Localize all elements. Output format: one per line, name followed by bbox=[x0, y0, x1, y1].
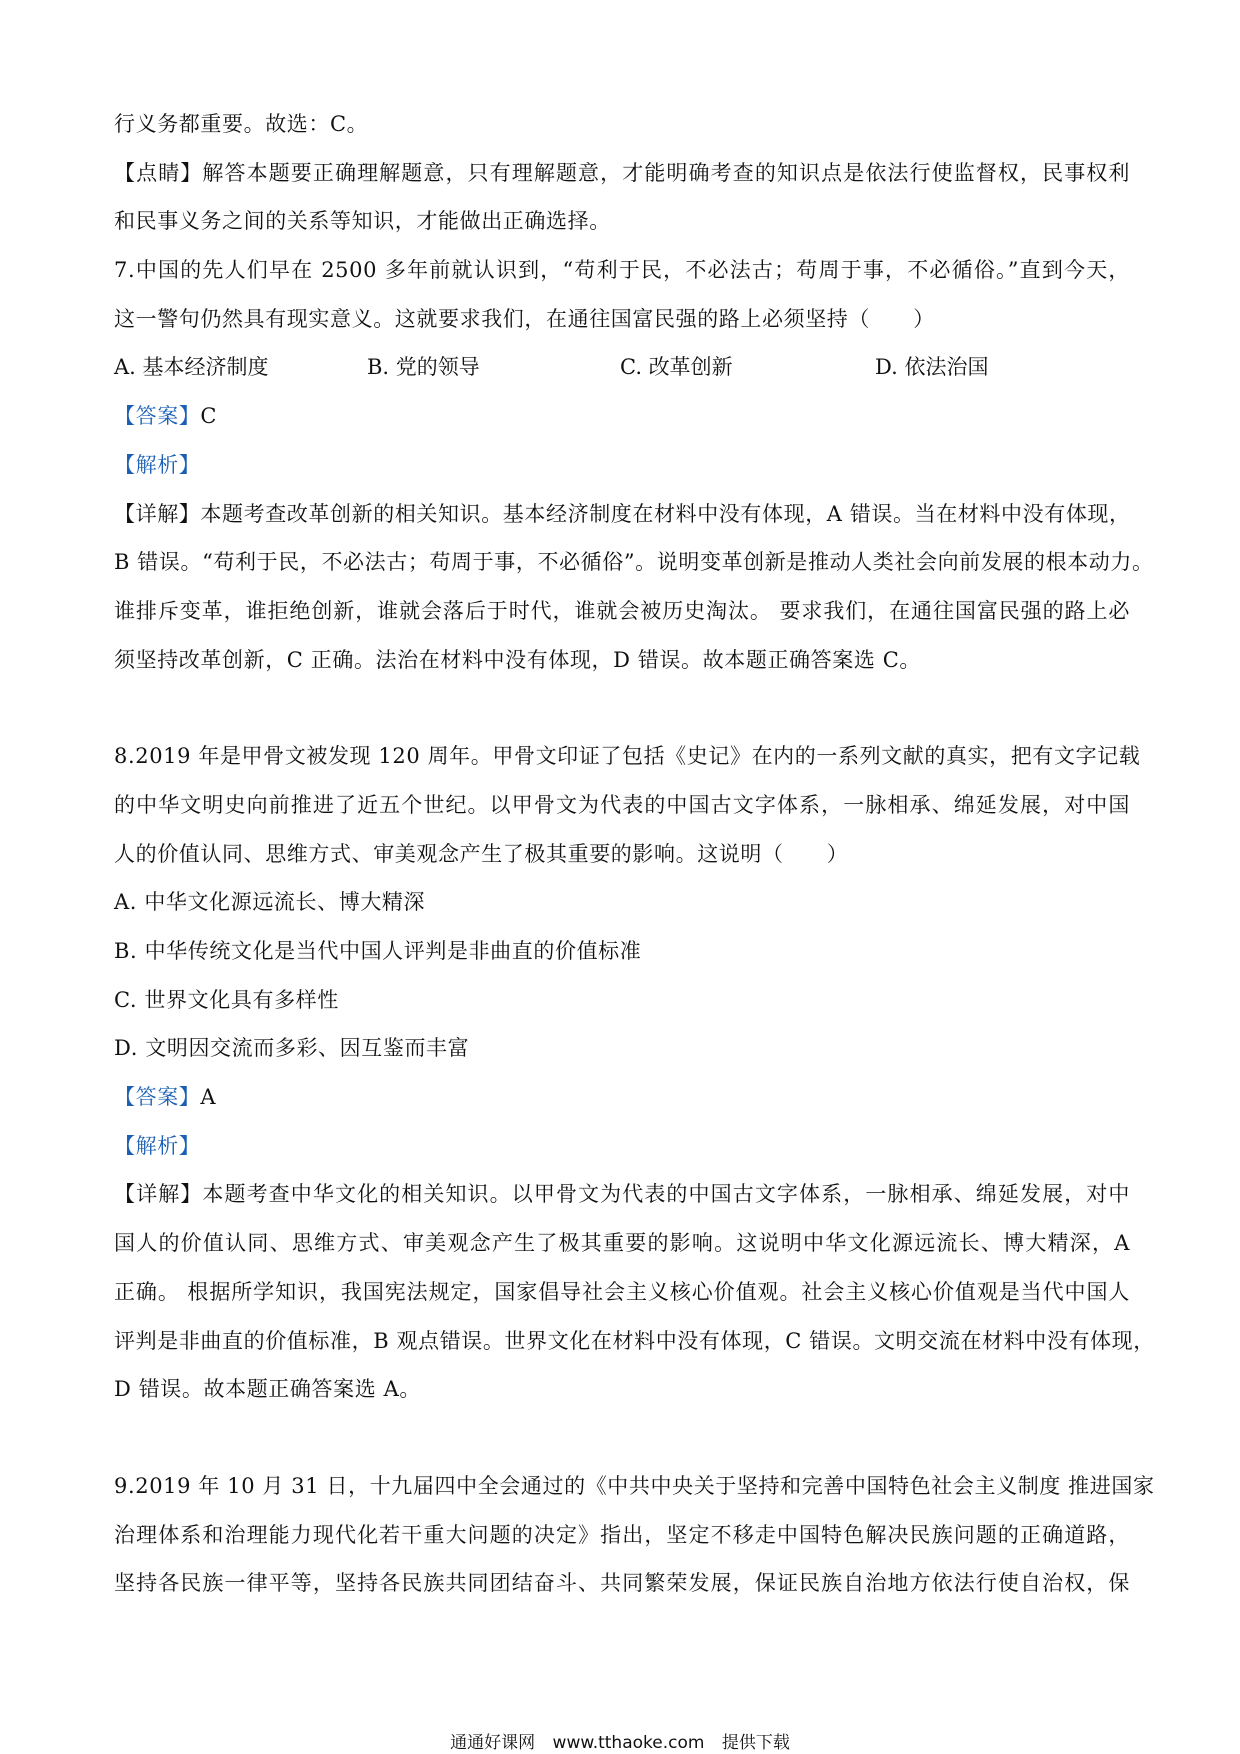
analysis-line bbox=[114, 441, 1130, 490]
question-7-stem: 这一警句仍然具有现实意义。这就要求我们，在通往国富民强的路上必须坚持（ ） bbox=[114, 306, 935, 331]
option-d: D. 依法治国 bbox=[875, 355, 989, 380]
detail-line: 【详解】本题考查改革创新的相关知识。基本经济制度在材料中没有体现，A 错误。当在材料中没有体现， bbox=[114, 501, 1131, 526]
text-line: 【点睛】解答本题要正确理解题意，只有理解题意，才能明确考查的知识点是依法行使监督权，民事权利 bbox=[114, 160, 1130, 185]
page-footer bbox=[0, 1728, 1240, 1753]
text-line: 和民事义务之间的关系等知识，才能做出正确选择。 bbox=[114, 209, 611, 234]
answer-tag: 【答案】 bbox=[114, 404, 201, 429]
analysis-line bbox=[114, 1122, 1130, 1171]
detail-line: 须坚持改革创新，C 正确。法治在材料中没有体现，D 错误。故本题正确答案选 C。 bbox=[114, 647, 921, 672]
option-d: D. 文明因交流而多彩、因互鉴而丰富 bbox=[114, 1036, 470, 1061]
footer-url[interactable]: www.tthaoke.com bbox=[552, 1733, 705, 1753]
text-line: 行义务都重要。故选：C。 bbox=[114, 112, 369, 136]
paragraph-gap bbox=[114, 1414, 1130, 1462]
footer-note: 提供下载 bbox=[721, 1733, 790, 1753]
answer-value: A bbox=[200, 1085, 217, 1110]
question-9-stem: 坚持各民族一律平等，坚持各民族共同团结奋斗、共同繁荣发展，保证民族自治地方依法行使自治权，保 bbox=[114, 1571, 1130, 1596]
detail-line: 【详解】本题考查中华文化的相关知识。以甲骨文为代表的中国古文字体系，一脉相承、绵延发展，对中 bbox=[114, 1182, 1130, 1207]
detail-line: D 错误。故本题正确答案选 A。 bbox=[114, 1377, 421, 1402]
detail-line: 谁排斥变革，谁拒绝创新，谁就会落后于时代，谁就会被历史淘汰。 要求我们，在通往国富民强的路上必 bbox=[114, 598, 1130, 623]
answer-line bbox=[114, 1073, 1130, 1122]
analysis-tag: 【解析】 bbox=[114, 1133, 201, 1158]
question-7-stem: 7.中国的先人们早在 2500 多年前就认识到，“苟利于民，不必法古；苟周于事，不必循俗。”直到今天， bbox=[114, 258, 1130, 283]
answer-value: C bbox=[200, 404, 218, 429]
detail-line: 国人的价值认同、思维方式、审美观念产生了极其重要的影响。这说明中华文化源远流长、博大精深，A bbox=[114, 1231, 1130, 1256]
footer-site-name: 通通好课网 bbox=[450, 1733, 536, 1753]
detail-line: 评判是非曲直的价值标准，B 观点错误。世界文化在材料中没有体现，C 错误。文明交流在材料中没有体现， bbox=[114, 1328, 1155, 1353]
detail-line: 正确。 根据所学知识，我国宪法规定，国家倡导社会主义核心价值观。社会主义核心价值观是当代中国人 bbox=[114, 1279, 1130, 1304]
analysis-tag: 【解析】 bbox=[114, 452, 201, 477]
question-8-stem: 8.2019 年是甲骨文被发现 120 周年。甲骨文印证了包括《史记》在内的一系列文献的真实，把有文字记载 bbox=[114, 744, 1141, 769]
option-c: C. 改革创新 bbox=[620, 355, 733, 380]
option-a: A. 中华文化源远流长、博大精深 bbox=[114, 890, 426, 915]
option-b: B. 中华传统文化是当代中国人评判是非曲直的价值标准 bbox=[114, 939, 642, 963]
option-a: A. 基本经济制度 bbox=[114, 355, 269, 380]
question-8-stem: 人的价值认同、思维方式、审美观念产生了极其重要的影响。这说明（ ） bbox=[114, 841, 849, 866]
document-page bbox=[114, 100, 1155, 1608]
paragraph-gap bbox=[114, 684, 1130, 732]
answer-line bbox=[114, 392, 1130, 441]
question-8-stem: 的中华文明史向前推进了近五个世纪。以甲骨文为代表的中国古文字体系，一脉相承、绵延发展，对中国 bbox=[114, 792, 1130, 817]
question-9-stem: 9.2019 年 10 月 31 日，十九届四中全会通过的《中共中央关于坚持和完善中国特色社会主义制度 推进国家 bbox=[114, 1473, 1155, 1498]
detail-line: B 错误。“苟利于民，不必法古；苟周于事，不必循俗”。说明变革创新是推动人类社会向前发展的根本动力。 bbox=[114, 550, 1154, 575]
question-7-options bbox=[114, 343, 1130, 392]
option-c: C. 世界文化具有多样性 bbox=[114, 987, 339, 1012]
question-9-stem: 治理体系和治理能力现代化若干重大问题的决定》指出，坚定不移走中国特色解决民族问题的正确道路， bbox=[114, 1522, 1130, 1547]
answer-tag: 【答案】 bbox=[114, 1085, 201, 1110]
option-b: B. 党的领导 bbox=[367, 355, 480, 380]
